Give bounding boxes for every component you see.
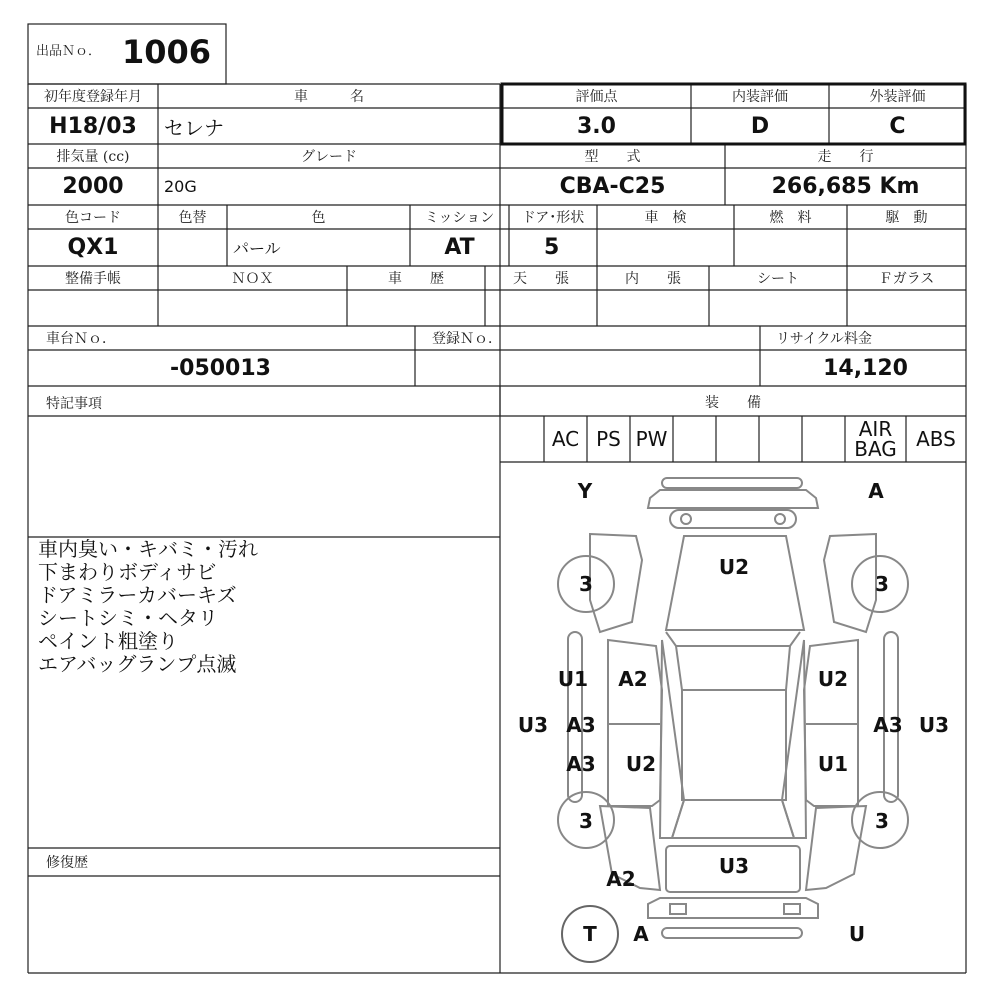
lot-number: 1006: [122, 33, 212, 71]
exterior-grade: C: [889, 113, 906, 139]
lot-label: 出品Ｎｏ．: [36, 43, 102, 59]
registration-number: [415, 350, 760, 386]
tire-front-right: 3: [875, 572, 889, 596]
door-label: ドア･形状: [521, 210, 585, 226]
inspection: [597, 229, 734, 266]
color: パール: [233, 239, 281, 258]
mark-t: T: [583, 922, 597, 946]
mark-u1-right: U1: [817, 752, 849, 776]
recycle-fee: 14,120: [823, 355, 908, 381]
tire-front-left: 3: [579, 572, 593, 596]
first-registration-label: 初年度登録年月: [44, 89, 142, 105]
color-code: QX1: [67, 235, 119, 260]
score-label: 評価点: [575, 89, 618, 105]
fuel: [734, 229, 847, 266]
mission-label: ミッション: [424, 210, 495, 226]
mark-a3-right: A3: [873, 713, 903, 737]
remark-line: ペイント粗塗り: [38, 629, 178, 653]
mark-u-bottom: U: [848, 922, 866, 946]
mark-a3-left1: A3: [566, 713, 596, 737]
mark-a2-rear: A2: [606, 867, 636, 891]
mark-a-top: A: [868, 479, 884, 503]
interior-trim-label: 内 張: [625, 271, 681, 287]
maintenance-label: 整備手帳: [65, 271, 121, 287]
remark-line: 車内臭い・キバミ・汚れ: [38, 537, 258, 561]
fuel-label: 燃 料: [769, 210, 812, 226]
nox-label: ＮＯＸ: [231, 271, 274, 287]
mark-u2-right: U2: [817, 667, 849, 691]
car-name-label: 車 名: [294, 89, 364, 105]
door: 5: [544, 235, 560, 260]
tire-rear-right: 3: [875, 809, 889, 833]
mark-u2-left2: U2: [625, 752, 657, 776]
equip-pw: PW: [635, 427, 668, 451]
tire-rear-left: 3: [579, 809, 593, 833]
equip-ps: PS: [596, 427, 621, 451]
mission: AT: [444, 235, 475, 260]
mark-u3-left: U3: [517, 713, 549, 737]
fglass-label: Ｆガラス: [878, 271, 935, 287]
remark-line: ドアミラーカバーキズ: [38, 583, 237, 607]
equip-abs: ABS: [916, 427, 956, 451]
mark-a2-left: A2: [618, 667, 648, 691]
color-code-label: 色コード: [65, 210, 121, 226]
color-label: 色: [311, 210, 326, 226]
grade: 20G: [164, 177, 197, 196]
first-registration: H18/03: [49, 113, 137, 139]
drive: [847, 229, 966, 266]
recycle-label: リサイクル料金: [776, 331, 873, 347]
remark-line: シートシミ・ヘタリ: [38, 606, 218, 630]
equip-ac: AC: [551, 427, 580, 451]
registration-label: 登録Ｎｏ．: [432, 331, 502, 347]
grade-label: グレード: [301, 149, 357, 165]
exterior-label: 外装評価: [869, 89, 926, 105]
mark-u1-left: U1: [557, 667, 589, 691]
mark-hood: U2: [718, 555, 750, 579]
remarks-list: [38, 538, 493, 676]
mark-a3-left2: A3: [566, 752, 596, 776]
history-label: 車 歴: [388, 271, 444, 287]
remarks-label: 特記事項: [46, 396, 102, 412]
equip-airbag: [845, 416, 906, 462]
color-change-label: 色替: [178, 210, 207, 226]
model: CBA-C25: [559, 174, 666, 199]
model-label: 型 式: [584, 149, 641, 165]
chassis-number: -050013: [170, 355, 271, 381]
remark-line: 下まわりボディサビ: [38, 560, 217, 584]
drive-label: 駆 動: [885, 210, 928, 226]
inspection-label: 車 検: [644, 210, 687, 226]
equipment-label: 装 備: [705, 395, 761, 411]
displacement-label: 排気量 (cc): [56, 149, 130, 165]
mark-y: Y: [577, 479, 593, 503]
mileage: 266,685 Km: [771, 174, 920, 199]
mileage-label: 走 行: [817, 149, 874, 165]
interior-grade: D: [750, 113, 770, 139]
roof-label: 天 張: [513, 271, 569, 287]
mark-a-bottom: A: [633, 922, 649, 946]
mark-u3-right: U3: [918, 713, 950, 737]
interior-label: 内装評価: [732, 89, 788, 105]
remark-line: エアバッグランプ点滅: [38, 652, 237, 676]
color-change: [158, 229, 227, 266]
displacement: 2000: [62, 174, 124, 199]
chassis-label: 車台Ｎｏ．: [46, 331, 116, 347]
repair-history-label: 修復歴: [46, 855, 88, 871]
airbag-bottom: BAG: [854, 437, 897, 461]
score: 3.0: [577, 113, 616, 139]
airbag-top: AIR: [858, 417, 893, 441]
car-name: セレナ: [164, 115, 224, 140]
mark-rear-hatch: U3: [718, 854, 750, 878]
seat-label: シート: [757, 271, 799, 287]
